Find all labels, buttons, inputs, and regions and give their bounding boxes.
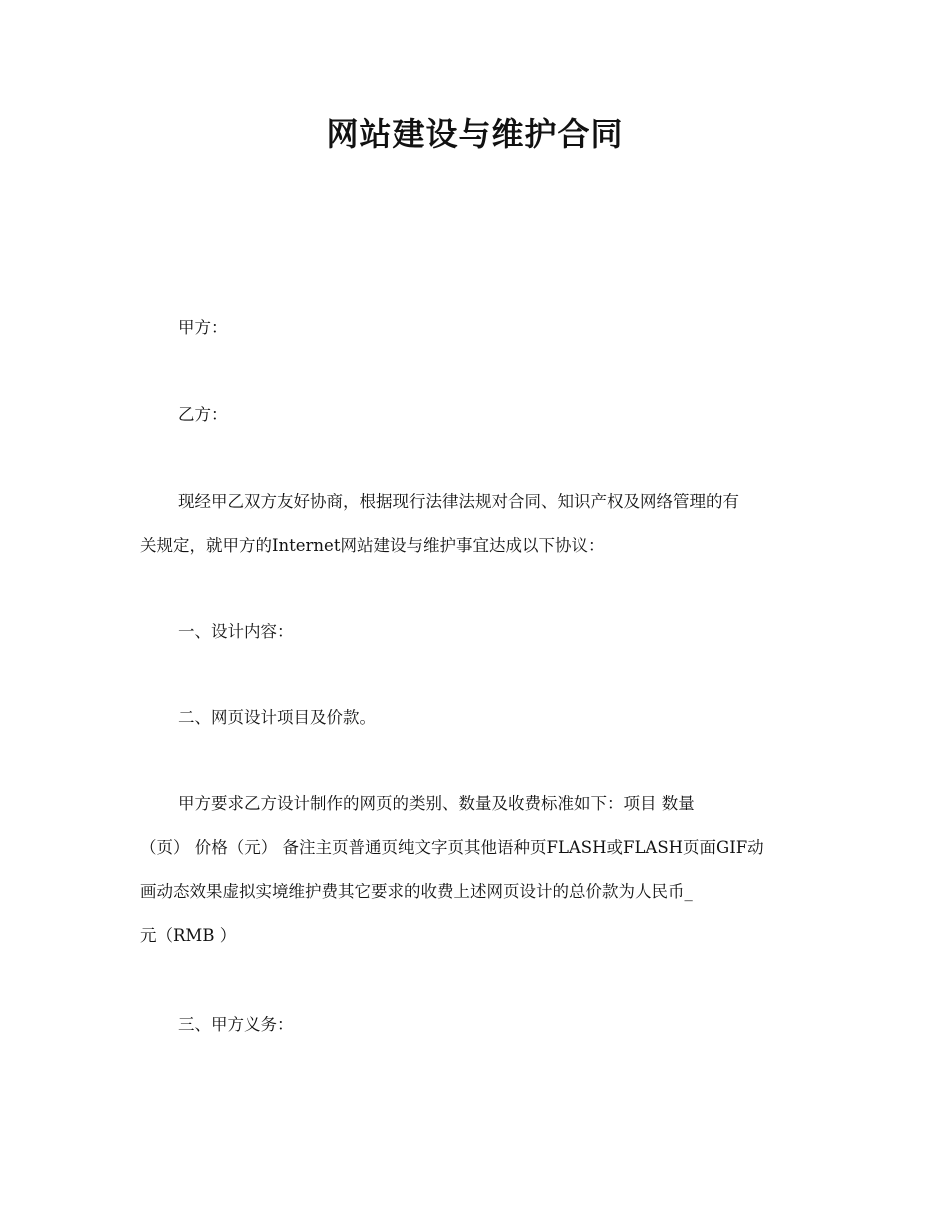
document-title: 网站建设与维护合同 (326, 115, 624, 153)
section-3-heading: 三、甲方义务： (178, 1015, 294, 1034)
party-a-label: 甲方： (178, 318, 228, 337)
pricing-paragraph (140, 782, 812, 958)
intro-line-1: 现经甲乙双方友好协商，根据现行法律法规对合同、知识产权及网络管理的有 (178, 492, 739, 511)
pricing-line-3: 画动态效果虚拟实境维护费其它要求的收费上述网页设计的总价款为人民币_ (140, 882, 693, 901)
intro-line-2: 关规定，就甲方的Internet网站建设与维护事宜达成以下协议： (140, 536, 605, 555)
party-b-label: 乙方： (178, 405, 228, 424)
section-2-heading: 二、网页设计项目及价款。 (178, 708, 376, 727)
section-1-heading: 一、设计内容： (178, 622, 294, 641)
pricing-line-4: 元（RMB ） (140, 926, 237, 945)
pricing-line-2: （页） 价格（元） 备注主页普通页纯文字页其他语种页FLASH或FLASH页面GIF动 (140, 838, 764, 857)
intro-paragraph (140, 480, 812, 568)
pricing-line-1: 甲方要求乙方设计制作的网页的类别、数量及收费标准如下：项目 数量 (178, 794, 695, 813)
